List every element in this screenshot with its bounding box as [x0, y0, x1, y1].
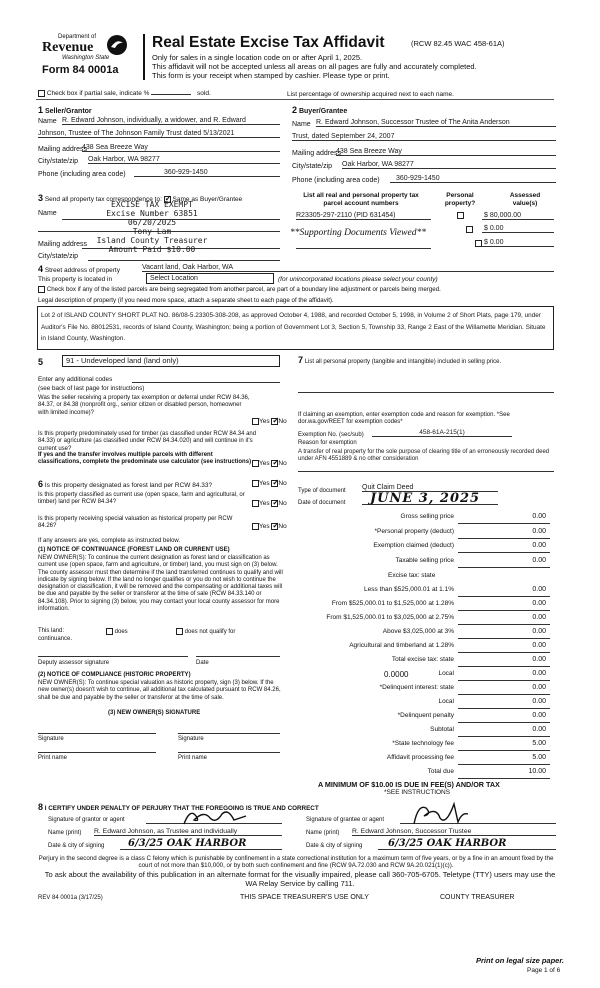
- grantor-date-city: 6/3/25 OAK HARBOR: [128, 838, 247, 849]
- tier-1-value[interactable]: 0.00: [532, 586, 546, 593]
- grantee-signature: [410, 800, 470, 828]
- notice-compliance-text: NEW OWNER(S): To continue special valuation as historic property, sign (3) below. If the new owner(s) doesn't wish to continue, all additional tax calculated pursuant to RCW 84.26, shall be due and payable by the seller or transferor at the time of sale.: [38, 680, 281, 701]
- revenue-wordmark: Revenue: [42, 40, 94, 55]
- notice-continuance-heading: (1) NOTICE OF CONTINUANCE (FOREST LAND OR CURRENT USE): [38, 547, 230, 553]
- revision-number: REV 84 0001a (3/17/25): [38, 895, 103, 901]
- personal-property-value[interactable]: 0.00: [532, 528, 546, 535]
- buyer-mail-label: Mailing address: [292, 150, 342, 157]
- gross-price-row: Gross selling price 0.00: [300, 513, 550, 524]
- buyer-phone[interactable]: 360-929-1450: [390, 175, 556, 183]
- partial-sold-label: sold.: [197, 90, 211, 98]
- notice-continuance-text: NEW OWNER(S): To continue the current designation as forest land or classification as current use (open space, farm and agriculture, or timber) land, you must sign on (3) below. The county assessor must then determine if the land transferred continues to qualify and will indicate by signing below. If the land no longer qualifies or you do not wish to continue the designation or classification, it will be removed and the compensating or additional taxes will be due and payable by the seller or transferor at the time of sale (RCW 84.33.140 or 84.34.108). Prior to signing (3) below, you may contact your local county assessor for more information.: [38, 555, 283, 613]
- forest-land-question: 6 Is this property designated as forest land per RCW 84.33?: [38, 479, 213, 489]
- local-value[interactable]: 0.00: [532, 670, 546, 677]
- tax-corr-mail-label: Mailing address: [38, 241, 88, 248]
- s6-q3-no-checkbox[interactable]: [271, 523, 278, 530]
- exemption-claimed-value[interactable]: 0.00: [532, 542, 546, 549]
- owner-signature-label-1: Signature: [38, 736, 64, 742]
- section-1-heading: 1 Seller/Grantor: [38, 105, 92, 115]
- assessed-value-2[interactable]: $ 0.00: [482, 225, 554, 233]
- tier-2-row: From $525,000.01 to $1,525,000 at 1.28% 0.00: [300, 600, 550, 611]
- buyer-name-1[interactable]: R. Edward Johnson, Successor Trustee of The Anita Anderson: [316, 119, 556, 127]
- located-label: This property is located in: [38, 276, 113, 283]
- tier-4-value[interactable]: 0.00: [532, 628, 546, 635]
- q2-yes-checkbox[interactable]: [252, 460, 259, 467]
- perjury-warning: Perjury in the second degree is a class C felony which is punishable by confinement in a state correctional institution for a maximum term of five years, or by a fine in an amount fixed by the court of not more than $10,000, or by both such confinement and fine (RCW 9A.72.030 and RCW 9A.20.021(1)(c)).: [38, 855, 554, 870]
- additional-codes-field[interactable]: [132, 382, 280, 383]
- tax-corr-city-label: City/state/zip: [38, 253, 79, 260]
- see-back-note: (see back of last page for instructions): [38, 385, 145, 392]
- exemption-instructions: If claiming an exemption, enter exemption code and reason for exemption. *See dor.wa.gov/REET for exemption codes*: [298, 412, 510, 426]
- legal-desc-label: Legal description of property (if you need more space, attach a separate sheet to each page of the affidavit).: [38, 297, 334, 304]
- s6-q3-yes-checkbox[interactable]: [252, 523, 259, 530]
- owner-signature-line-2[interactable]: [178, 733, 280, 734]
- grantor-name[interactable]: R. Edward Johnson, as Trustee and individually: [94, 828, 282, 836]
- agricultural-value[interactable]: 0.00: [532, 642, 546, 649]
- located-note: (for unincorporated locations please select your county): [278, 276, 438, 283]
- q1-yes-no: Yes ✓ No: [252, 418, 287, 425]
- does-option: does: [106, 628, 128, 636]
- treasurer-use-label: THIS SPACE TREASURER'S USE ONLY: [240, 894, 369, 901]
- personal-checkbox-1[interactable]: [457, 212, 464, 219]
- reason-label: Reason for exemption: [298, 440, 357, 446]
- local-rate[interactable]: 0.0000: [384, 670, 409, 679]
- parcel-number[interactable]: R23305-297-2110 (PID 631454): [296, 212, 431, 220]
- buyer-city[interactable]: Oak Harbor, WA 98277: [342, 161, 556, 169]
- current-use-question: Is this property classified as current use (open space, farm and agricultural, or timber) land per RCW 84.34?: [38, 492, 245, 506]
- grantee-name-label: Name (print): [306, 830, 340, 836]
- seller-name-label: Name: [38, 118, 57, 125]
- section-5-number: 5: [38, 357, 44, 367]
- page-number: Page 1 of 6: [527, 967, 561, 974]
- tax-corr-name-label: Name: [38, 210, 57, 217]
- doc-type-label: Type of document: [298, 488, 346, 494]
- total-state-row: Total excise tax: state 0.00: [300, 656, 550, 667]
- tier-2-value[interactable]: 0.00: [532, 600, 546, 607]
- additional-codes-label: Enter any additional codes: [38, 376, 113, 383]
- historic-question: Is this property receiving special valuation as historical property per RCW 84.26?: [38, 516, 233, 530]
- assessed-value-3[interactable]: $ 0.00: [482, 239, 554, 247]
- owner-print-label-2: Print name: [178, 755, 208, 761]
- grantor-name-label: Name (print): [48, 830, 82, 836]
- section-8-heading: 8 I CERTIFY UNDER PENALTY OF PERJURY THAT THE FOREGOING IS TRUE AND CORRECT: [38, 802, 319, 812]
- penalty-value[interactable]: 0.00: [532, 712, 546, 719]
- affidavit-fee-value[interactable]: 5.00: [532, 754, 546, 761]
- supporting-docs-note: **Supporting Documents Viewed**: [290, 228, 426, 238]
- seller-phone[interactable]: 360-929-1450: [134, 169, 280, 177]
- continuance-label: continuance.: [38, 636, 73, 642]
- if-yes-note: If any answers are yes, complete as instructed below.: [38, 538, 181, 544]
- exemption-reason[interactable]: A transfer of real property for the sole purpose of clearing title of an erroneously recorded deed under AFN 4551889 & no other consideration: [298, 449, 550, 463]
- s6-q2-yes-checkbox[interactable]: [252, 500, 259, 507]
- notice-compliance-heading: (2) NOTICE OF COMPLIANCE (HISTORIC PROPERTY): [38, 672, 191, 678]
- section-2-heading: 2 Buyer/Grantee: [292, 105, 348, 115]
- grantor-date-label: Date & city of signing: [48, 843, 105, 849]
- list-pct-note: List percentage of ownership acquired next to each name.: [287, 91, 454, 98]
- subtotal-value[interactable]: 0.00: [532, 726, 546, 733]
- see-instructions-note: *SEE INSTRUCTIONS: [384, 789, 451, 796]
- assessed-value-1[interactable]: $ 80,000.00: [482, 212, 554, 220]
- street-address[interactable]: Vacant land, Oak Harbor, WA: [142, 264, 554, 272]
- s6-q1-no-checkbox[interactable]: [271, 480, 278, 487]
- taxable-price-value[interactable]: 0.00: [532, 557, 546, 564]
- buyer-city-label: City/state/zip: [292, 163, 333, 170]
- exemption-deferral-question: Was the seller receiving a property tax exemption or deferral under RCW 84.36, 84.37, or 84.38 (nonprofit org., senior citizen or disabled person, homeowner with limited income)?: [38, 395, 250, 416]
- tech-fee-value[interactable]: 5.00: [532, 740, 546, 747]
- local-row: Local 0.00: [300, 670, 550, 681]
- personal-property-row: *Personal property (deduct) 0.00: [300, 528, 550, 539]
- doc-date-label: Date of document: [298, 500, 346, 506]
- q2-yes-no: Yes ✓ No: [252, 460, 287, 467]
- grantee-name[interactable]: R. Edward Johnson, Successor Trustee: [352, 828, 556, 836]
- reason-line: [298, 471, 554, 472]
- deputy-date-label: Date: [196, 660, 209, 666]
- s6-q1-yes-checkbox[interactable]: [252, 480, 259, 487]
- delinquent-state-value[interactable]: 0.00: [532, 684, 546, 691]
- seller-mail-label: Mailing address: [38, 146, 88, 153]
- penalty-row: *Delinquent penalty 0.00: [300, 712, 550, 723]
- land-use-code-select[interactable]: 91 - Undeveloped land (land only): [62, 355, 280, 367]
- legal-paper-note: Print on legal size paper.: [476, 956, 564, 965]
- total-state-value[interactable]: 0.00: [532, 656, 546, 663]
- buyer-name-2[interactable]: Trust, dated September 24, 2007: [292, 133, 556, 141]
- exemption-claimed-row: Exemption claimed (deduct) 0.00: [300, 542, 550, 553]
- header-divider: [143, 34, 145, 80]
- assessed-col-header: Assessed value(s): [509, 192, 541, 207]
- owner-print-line-1[interactable]: [38, 752, 156, 753]
- timber-question-note: If yes and the transfer involves multiple parcels with different classifications, complete the predominate use calculator (see instructions): [38, 452, 252, 466]
- buyer-name-label: Name: [292, 121, 311, 128]
- parcel-col-header: List all real and personal property tax parcel account numbers: [303, 192, 419, 207]
- tech-fee-row: *State technology fee 5.00: [300, 740, 550, 751]
- partial-pct-field[interactable]: [151, 94, 191, 95]
- exemption-number-label: Exemption No. (sec/sub): [298, 432, 364, 438]
- seller-city[interactable]: Oak Harbor, WA 98277: [88, 156, 280, 164]
- this-land-label: This land:: [38, 628, 65, 634]
- header-line-3: This form is your receipt when stamped by cashier. Please type or print.: [152, 71, 390, 80]
- deputy-date-line[interactable]: [196, 656, 280, 657]
- total-due-value[interactable]: 10.00: [528, 768, 546, 775]
- buyer-mail[interactable]: 438 Sea Breeze Way: [336, 148, 556, 156]
- q2-no-checkbox[interactable]: [271, 460, 278, 467]
- does-not-checkbox[interactable]: [176, 628, 183, 635]
- delinquent-state-row: *Delinquent interest: state 0.00: [300, 684, 550, 695]
- form-title: Real Estate Excise Tax Affidavit: [152, 34, 385, 51]
- affidavit-fee-row: Affidavit processing fee 5.00: [300, 754, 550, 765]
- seller-city-label: City/state/zip: [38, 158, 79, 165]
- section-3-heading: 3 Send all property tax correspondence to: ✓ Same as Buyer/Grantee: [38, 193, 242, 203]
- owner-signature-line-1[interactable]: [38, 733, 156, 734]
- parcel-line-3[interactable]: [296, 248, 431, 249]
- document-type[interactable]: Quit Claim Deed: [362, 484, 498, 492]
- partial-sale-label: Check box if partial sale, indicate %: [46, 90, 150, 98]
- deputy-signature-line[interactable]: [38, 656, 188, 657]
- grantee-date-label: Date & city of signing: [306, 843, 363, 849]
- s6-q2-no-checkbox[interactable]: [271, 500, 278, 507]
- grantee-date-city: 6/3/25 OAK HARBOR: [388, 838, 507, 849]
- dept-of-label: Department of: [58, 34, 97, 40]
- tax-corr-line-4: [88, 260, 280, 261]
- county-treasurer-label: COUNTY TREASURER: [440, 894, 515, 901]
- state-label: Washington State: [62, 55, 110, 61]
- delinquent-local-value[interactable]: 0.00: [532, 698, 546, 705]
- gross-price-value[interactable]: 0.00: [532, 513, 546, 520]
- exemption-number[interactable]: 458-61A-215(1): [372, 429, 512, 437]
- grantor-signature: [180, 806, 250, 828]
- seller-mail[interactable]: 438 Sea Breeze Way: [82, 144, 280, 152]
- grantee-signature-label: Signature of grantee or agent: [306, 817, 385, 823]
- delinquent-local-row: Local 0.00: [300, 698, 550, 709]
- q1-yes-checkbox[interactable]: [252, 418, 259, 425]
- owner-signature-label-2: Signature: [178, 736, 204, 742]
- segregated-row: Check box if any of the listed parcels are being segregated from another parcel, are part of a boundary line adjustment or parcels being merged.: [38, 286, 441, 293]
- personal-checkbox-2[interactable]: [466, 226, 473, 233]
- excise-state-label: Excise tax: state: [388, 572, 436, 579]
- personal-col-header: Personal property?: [444, 192, 476, 207]
- subtotal-row: Subtotal 0.00: [300, 726, 550, 737]
- street-address-row: 4 Street address of property: [38, 264, 120, 274]
- personal-checkbox-3[interactable]: [475, 240, 482, 247]
- alternate-format-note: To ask about the availability of this publication in an alternate format for the visually impaired, please call 360-705-6705. Teletype (TTY) users may use the WA Relay Service by calling 711.: [44, 870, 556, 888]
- personal-property-label: 7 List all personal property (tangible and intangible) included in selling price.: [298, 355, 502, 365]
- tier-3-value[interactable]: 0.00: [532, 614, 546, 621]
- agricultural-row: Agricultural and timberland at 1.28% 0.00: [300, 642, 550, 653]
- partial-sale-row: [38, 90, 211, 97]
- does-checkbox[interactable]: [106, 628, 113, 635]
- header-line-2: This affidavit will not be accepted unless all areas on all pages are fully and accurately completed.: [152, 62, 477, 71]
- partial-sale-checkbox[interactable]: [38, 90, 45, 97]
- s6-q2-yes-no: Yes ✓ No: [252, 500, 287, 507]
- total-due-row: Total due 10.00: [300, 768, 550, 779]
- grantor-date-line[interactable]: [120, 849, 282, 850]
- personal-property-line[interactable]: [298, 392, 554, 393]
- new-owner-signature-heading: (3) NEW OWNER(S) SIGNATURE: [108, 710, 201, 716]
- header-rule: [36, 99, 554, 100]
- seller-name-2[interactable]: Johnson, Trustee of The Johnson Family Trust dated 5/13/2021: [38, 130, 280, 138]
- seller-phone-label: Phone (including area code): [38, 171, 126, 178]
- dor-logo-icon: [106, 34, 128, 56]
- excise-exempt-stamp: EXCISE TAX EXEMPT Excise Number 63851 06/20/2025 Tony Lam Island County Treasurer Amount Paid $10.00: [96, 200, 208, 254]
- document-date: JUNE 3, 2025: [370, 491, 481, 506]
- owner-print-line-2[interactable]: [178, 752, 280, 753]
- grantee-date-line[interactable]: [378, 849, 556, 850]
- buyer-phone-label: Phone (including area code): [292, 177, 380, 184]
- grantor-signature-label: Signature of grantor or agent: [48, 817, 125, 823]
- does-not-option: does not qualify for: [176, 628, 235, 636]
- minimum-due-note: A MINIMUM OF $10.00 IS DUE IN FEE(S) AND/OR TAX: [318, 780, 500, 789]
- location-select[interactable]: Select Location: [146, 273, 274, 284]
- deputy-signature-label: Deputy assessor signature: [38, 660, 110, 666]
- s6-q3-yes-no: Yes ✓ No: [252, 523, 287, 530]
- q1-no-checkbox[interactable]: [271, 418, 278, 425]
- segregated-checkbox[interactable]: [38, 286, 45, 293]
- tier-1-row: Less than $525,000.01 at 1.1% 0.00: [300, 586, 550, 597]
- s6-q1-yes-no: Yes ✓ No: [252, 480, 287, 487]
- tier-3-row: From $1,525,000.01 to $3,025,000 at 2.75% 0.00: [300, 614, 550, 625]
- form-number: Form 84 0001a: [42, 64, 119, 76]
- owner-print-label-1: Print name: [38, 755, 68, 761]
- tier-4-row: Above $3,025,000 at 3% 0.00: [300, 628, 550, 639]
- timber-question: Is this property predominately used for timber (as classified under RCW 84.34 and 84.33) or agriculture (as classified under RCW 84.34.020) and will continue in it's current use?: [38, 431, 257, 452]
- seller-name-1[interactable]: R. Edward Johnson, individually, a widower, and R. Edward: [62, 117, 280, 125]
- legal-description[interactable]: Lot 2 of ISLAND COUNTY SHORT PLAT NO. 86/08-5.23305-308-208, as approved October 4, 1988, and recorded October 5, 1998, in Volume 2 of Short Plats, page 179, under Auditor's File No. 88012531, records of Island County, Washington; being a portion of Government Lot 3, Section 5, Township 33, Range 2 East of the Willamette Meridian. Situate in Island County, Washington.: [37, 306, 554, 350]
- taxable-price-row: Taxable selling price 0.00: [300, 557, 550, 568]
- header-line-1: Only for sales in a single location code on or after April 1, 2025.: [152, 53, 363, 62]
- form-statute: (RCW 82.45 WAC 458-61A): [411, 39, 505, 48]
